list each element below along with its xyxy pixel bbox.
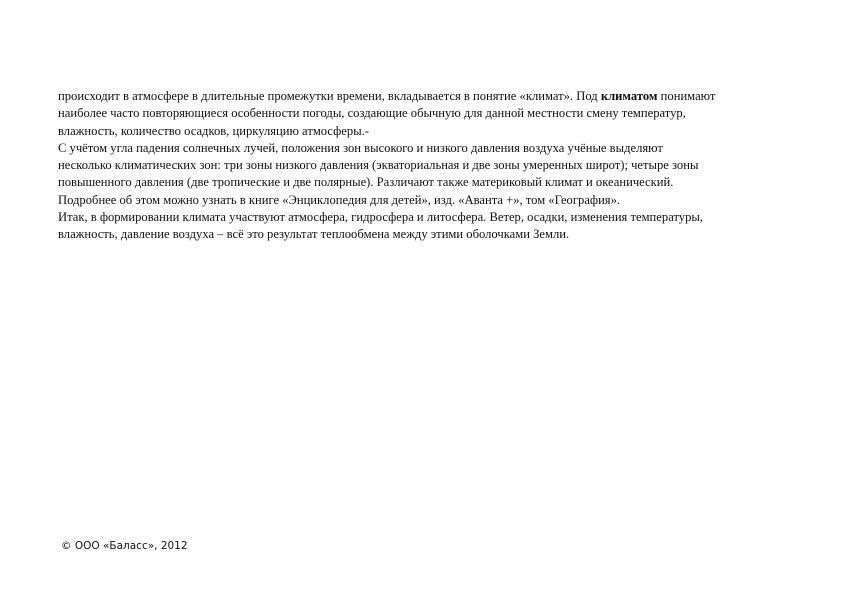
text-line-1 [58,88,788,105]
text-line-6: повышенного давления (две тропические и две полярные). Различают также материковый климат и океанический. [58,175,674,190]
text-line-4: С учётом угла падения солнечных лучей, положения зон высокого и низкого давления воздуха учёные выделяют [58,140,663,155]
text-line-1-start: происходит в атмосфере в длительные промежутки времени, вкладывается в понятие «климат». Под [58,89,601,103]
bold-term-climate: климатом [600,89,658,103]
text-line-1-end: понимают [657,89,716,103]
text-line-7: Подробнее об этом можно узнать в книге «Энциклопедия для детей», изд. «Аванта +», том «География». [58,192,621,207]
copyright-footer: © ООО «Баласс», 2012 [61,540,188,552]
text-line-5: несколько климатических зон: три зоны низкого давления (экваториальная и две зоны умеренных широт); четыре зоны [58,158,699,173]
text-line-9: влажность, давление воздуха – всё это результат теплообмена между этими оболочками Земли. [58,227,570,242]
text-line-2: наиболее часто повторяющиеся особенности погоды, создающие обычную для данной местности смену температур, [58,106,686,121]
body-text [58,88,788,244]
text-line-8: Итак, в формировании климата участвуют атмосфера, гидросфера и литосфера. Ветер, осадки, изменения температуры, [58,210,703,225]
text-line-3: влажность, количество осадков, циркуляцию атмосферы.- [58,123,369,138]
